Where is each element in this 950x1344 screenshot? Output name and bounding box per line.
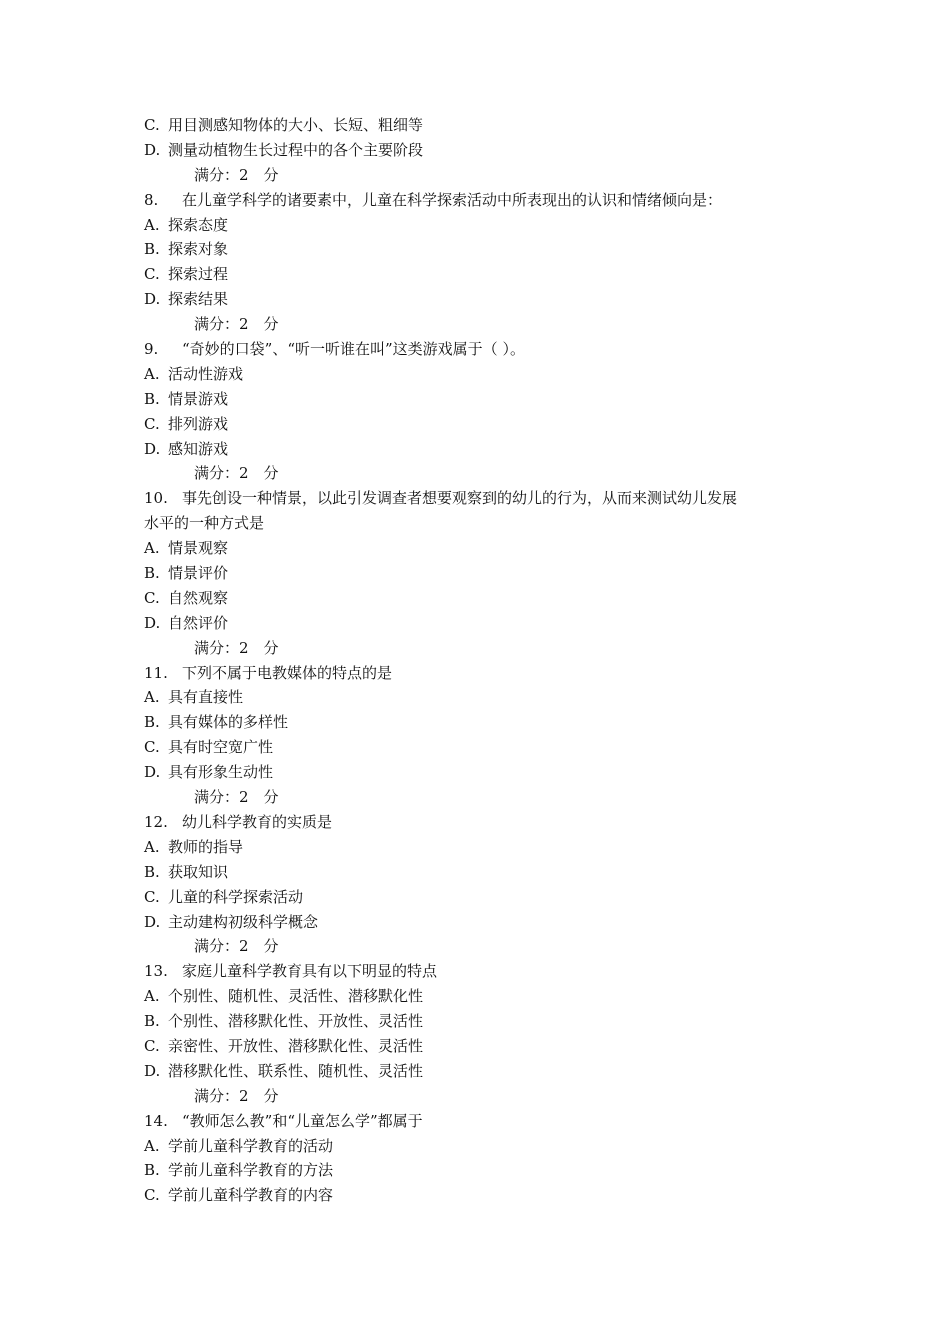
- option-key: B.: [144, 862, 160, 881]
- question-line: [144, 188, 824, 213]
- option-text: 具有时空宽广性: [168, 738, 274, 757]
- option-line: [144, 412, 824, 437]
- option-key: A.: [144, 688, 160, 707]
- option-line: [144, 536, 824, 561]
- question-number: 10.: [144, 489, 168, 508]
- question-number: 9.: [144, 340, 159, 359]
- question-text: 幼儿科学教育的实质是: [182, 812, 333, 831]
- question-number: 14.: [144, 1111, 168, 1130]
- option-text: 个别性、随机性、灵活性、潜移默化性: [168, 987, 424, 1006]
- option-key: B.: [144, 713, 160, 732]
- option-line: [144, 685, 824, 710]
- option-line: [144, 586, 824, 611]
- option-key: B.: [144, 1012, 160, 1031]
- option-text: 潜移默化性、联系性、随机性、灵活性: [168, 1061, 424, 1080]
- option-line: [144, 437, 824, 462]
- score-line: 满分：2 分: [194, 937, 279, 956]
- option-line: [144, 735, 824, 760]
- option-line: [144, 213, 824, 238]
- option-line: [144, 710, 824, 735]
- option-text: 学前儿童科学教育的内容: [168, 1186, 334, 1205]
- option-text: 具有直接性: [168, 688, 244, 707]
- question-text: 家庭儿童科学教育具有以下明显的特点: [182, 962, 438, 981]
- option-text: 自然观察: [168, 588, 229, 607]
- option-key: A.: [144, 364, 160, 383]
- option-text: 情景观察: [168, 539, 229, 558]
- question-text: 在儿童学科学的诸要素中，儿童在科学探索活动中所表现出的认识和情绪倾向是：: [182, 190, 723, 209]
- option-line: [144, 113, 824, 138]
- option-text: 排列游戏: [168, 414, 229, 433]
- option-text: 情景游戏: [168, 389, 229, 408]
- option-key: A.: [144, 539, 160, 558]
- option-text: 情景评价: [168, 564, 229, 583]
- option-text: 学前儿童科学教育的方法: [168, 1161, 334, 1180]
- option-line: [144, 1034, 824, 1059]
- question-line: [144, 959, 824, 984]
- question-text: “奇妙的口袋”、“听一听谁在叫”这类游戏属于（ ）。: [182, 340, 525, 359]
- question-line: [144, 810, 824, 835]
- option-text: 获取知识: [168, 862, 229, 881]
- option-key: D.: [144, 912, 161, 931]
- question-line: [144, 661, 824, 686]
- option-text: 亲密性、开放性、潜移默化性、灵活性: [168, 1036, 424, 1055]
- option-key: D.: [144, 763, 161, 782]
- option-key: D.: [144, 140, 161, 159]
- option-line: [144, 287, 824, 312]
- option-key: C.: [144, 1186, 160, 1205]
- question-line: [144, 486, 824, 511]
- option-key: A.: [144, 215, 160, 234]
- option-text: 活动性游戏: [168, 364, 244, 383]
- option-key: A.: [144, 987, 160, 1006]
- score-line: 满分：2 分: [194, 165, 279, 184]
- option-line: [144, 362, 824, 387]
- option-line: [144, 387, 824, 412]
- option-line: [144, 984, 824, 1009]
- option-line: [144, 760, 824, 785]
- option-text: 探索结果: [168, 290, 229, 309]
- option-line: [144, 1009, 824, 1034]
- option-key: B.: [144, 1161, 160, 1180]
- option-key: C.: [144, 1036, 160, 1055]
- option-text: 具有形象生动性: [168, 763, 274, 782]
- question-number: 12.: [144, 812, 168, 831]
- option-line: [144, 860, 824, 885]
- question-text: 事先创设一种情景，以此引发调查者想要观察到的幼儿的行为，从而来测试幼儿发展: [182, 489, 738, 508]
- option-text: 用目测感知物体的大小、长短、粗细等: [168, 116, 424, 134]
- option-line: [144, 835, 824, 860]
- option-key: D.: [144, 290, 161, 309]
- option-text: 学前儿童科学教育的活动: [168, 1136, 334, 1155]
- option-text: 具有媒体的多样性: [168, 713, 289, 732]
- option-key: C.: [144, 414, 160, 433]
- option-text: 主动建构初级科学概念: [168, 912, 319, 931]
- question-number: 13.: [144, 962, 168, 981]
- option-text: 探索过程: [168, 265, 229, 284]
- option-key: A.: [144, 1136, 160, 1155]
- option-key: C.: [144, 887, 160, 906]
- option-line: [144, 1183, 824, 1208]
- score-line: 满分：2 分: [194, 315, 279, 334]
- option-text: 感知游戏: [168, 439, 229, 458]
- document-page: [144, 113, 824, 1208]
- option-key: D.: [144, 1061, 161, 1080]
- option-text: 探索对象: [168, 240, 229, 259]
- option-line: [144, 885, 824, 910]
- option-line: [144, 910, 824, 935]
- option-text: 探索态度: [168, 215, 229, 234]
- option-key: C.: [144, 738, 160, 757]
- question-line: [144, 337, 824, 362]
- question-line: [144, 1109, 824, 1134]
- option-key: B.: [144, 389, 160, 408]
- option-text: 个别性、潜移默化性、开放性、灵活性: [168, 1012, 424, 1031]
- score-line: 满分：2 分: [194, 638, 279, 657]
- score-line: 满分：2 分: [194, 464, 279, 483]
- question-number: 11.: [144, 663, 168, 682]
- option-line: [144, 138, 824, 163]
- option-key: A.: [144, 837, 160, 856]
- option-line: [144, 1158, 824, 1183]
- option-text: 教师的指导: [168, 837, 244, 856]
- option-key: B.: [144, 564, 160, 583]
- option-text: 自然评价: [168, 613, 229, 632]
- option-text: 测量动植物生长过程中的各个主要阶段: [168, 140, 424, 159]
- question-continuation: 水平的一种方式是: [144, 514, 265, 533]
- option-text: 儿童的科学探索活动: [168, 887, 304, 906]
- option-key: C.: [144, 588, 160, 607]
- question-text: 下列不属于电教媒体的特点的是: [182, 663, 393, 682]
- option-line: [144, 561, 824, 586]
- score-line: 满分：2 分: [194, 1086, 279, 1105]
- option-line: [144, 611, 824, 636]
- option-key: C.: [144, 265, 160, 284]
- option-line: [144, 1134, 824, 1159]
- question-text: “教师怎么教”和“儿童怎么学”都属于: [182, 1111, 423, 1130]
- option-line: [144, 1059, 824, 1084]
- option-key: B.: [144, 240, 160, 259]
- option-line: [144, 237, 824, 262]
- question-number: 8.: [144, 190, 159, 209]
- score-line: 满分：2 分: [194, 788, 279, 807]
- option-key: C.: [144, 116, 160, 134]
- option-key: D.: [144, 439, 161, 458]
- option-key: D.: [144, 613, 161, 632]
- option-line: [144, 262, 824, 287]
